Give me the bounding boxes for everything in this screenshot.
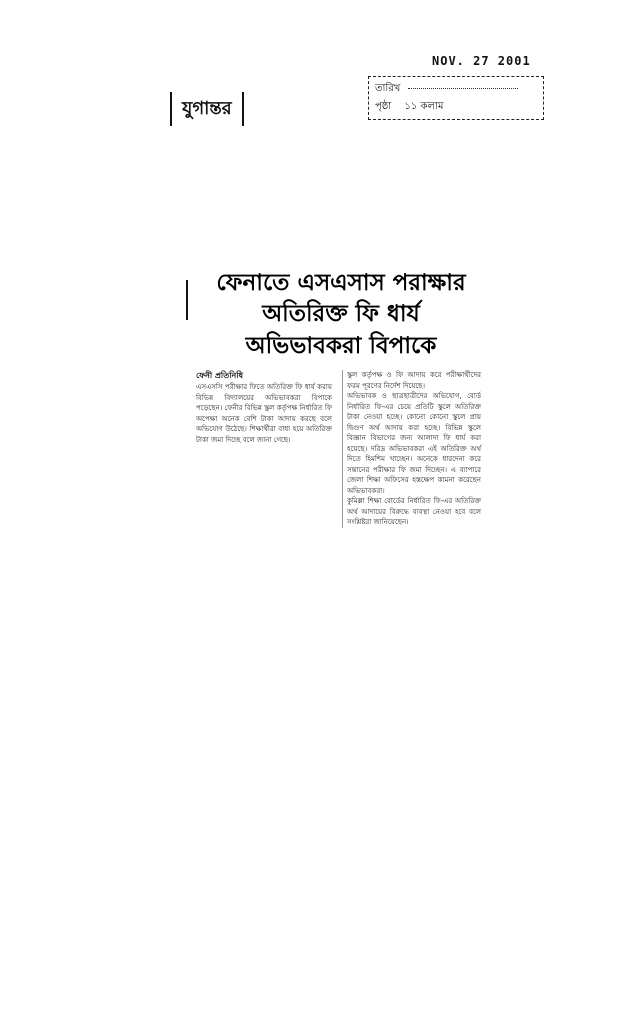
right-paragraph: স্কুল কর্তৃপক্ষ ও ফি আদায় করে পরীক্ষার্থীদের ফরম পূরণের নির্দেশ দিয়েছে।: [347, 371, 481, 390]
date-stamp: NOV. 27 2001: [432, 54, 531, 68]
right-paragraph: অভিভাবক ও ছাত্রছাত্রীদের অভিযোগ, বোর্ড নির্ধারিত ফি-এর চেয়ে প্রতিটি স্কুলে অতিরিক্ত টাকা নেওয়া হচ্ছে। কোনো কোনো স্কুলে প্রায় দ্বিগুণ অর্থ আদায় করা হচ্ছে। বিভিন্ন স্কুলে বিজ্ঞান বিভাগের জন্য আলাদা ফি ধার্য করা হয়েছে। দরিদ্র অভিভাবকরা এই অতিরিক্ত অর্থ দিতে হিমশিম খাচ্ছেন। অনেকে ধারদেনা করে সন্তানের পরীক্ষার ফি জমা দিচ্ছেন। এ ব্যাপারে জেলা শিক্ষা অফিসের হস্তক্ষেপ কামনা করেছেন অভিভাবকরা।: [347, 392, 481, 495]
stamp-page-label: পৃষ্ঠা: [375, 101, 392, 112]
left-paragraph: এসএসসি পরীক্ষার ফিতে অতিরিক্ত ফি ধার্য করায় বিভিন্ন বিদ্যালয়ের অভিভাবকরা বিপাকে পড়েছেন। ফেনীর বিভিন্ন স্কুল কর্তৃপক্ষ নির্ধারিত ফি অপেক্ষা অনেক বেশি টাকা আদায় করছে বলে অভিযোগ উঠেছে। শিক্ষার্থীরা বাধ্য হয়ে অতিরিক্ত টাকা জমা দিচ্ছে বলে জানা গেছে।: [196, 383, 332, 444]
newspaper-masthead: [170, 92, 244, 126]
stamp-date-row: [375, 81, 518, 98]
headline-line-2: অতিরিক্ত ফি ধার্য: [262, 301, 420, 327]
stamp-page-row: [375, 99, 443, 116]
stamp-date-label: তারিখ: [375, 83, 401, 94]
stamp-page-value: ১১ কলাম: [404, 101, 444, 112]
article-column-left: [196, 382, 332, 445]
headline-margin-mark: [186, 280, 188, 320]
article-column-right: [342, 370, 481, 528]
stamp-date-blank: [408, 88, 518, 89]
newspaper-name: যুগান্তর: [182, 97, 232, 119]
clipping-stamp-box: [368, 76, 544, 120]
right-paragraph: কুমিল্লা শিক্ষা বোর্ডের নির্ধারিত ফি-এর অতিরিক্ত অর্থ আদায়ের বিরুদ্ধে ব্যবস্থা নেওয়া হবে বলে সংশ্লিষ্টরা জানিয়েছেন।: [347, 497, 481, 526]
article-headline: [196, 268, 486, 362]
article-byline: ফেনী প্রতিনিধি: [196, 371, 244, 380]
headline-line-1: ফেনাতে এসএসাস পরাক্ষার: [216, 270, 466, 296]
headline-line-3: অভিভাবকরা বিপাকে: [245, 333, 437, 359]
